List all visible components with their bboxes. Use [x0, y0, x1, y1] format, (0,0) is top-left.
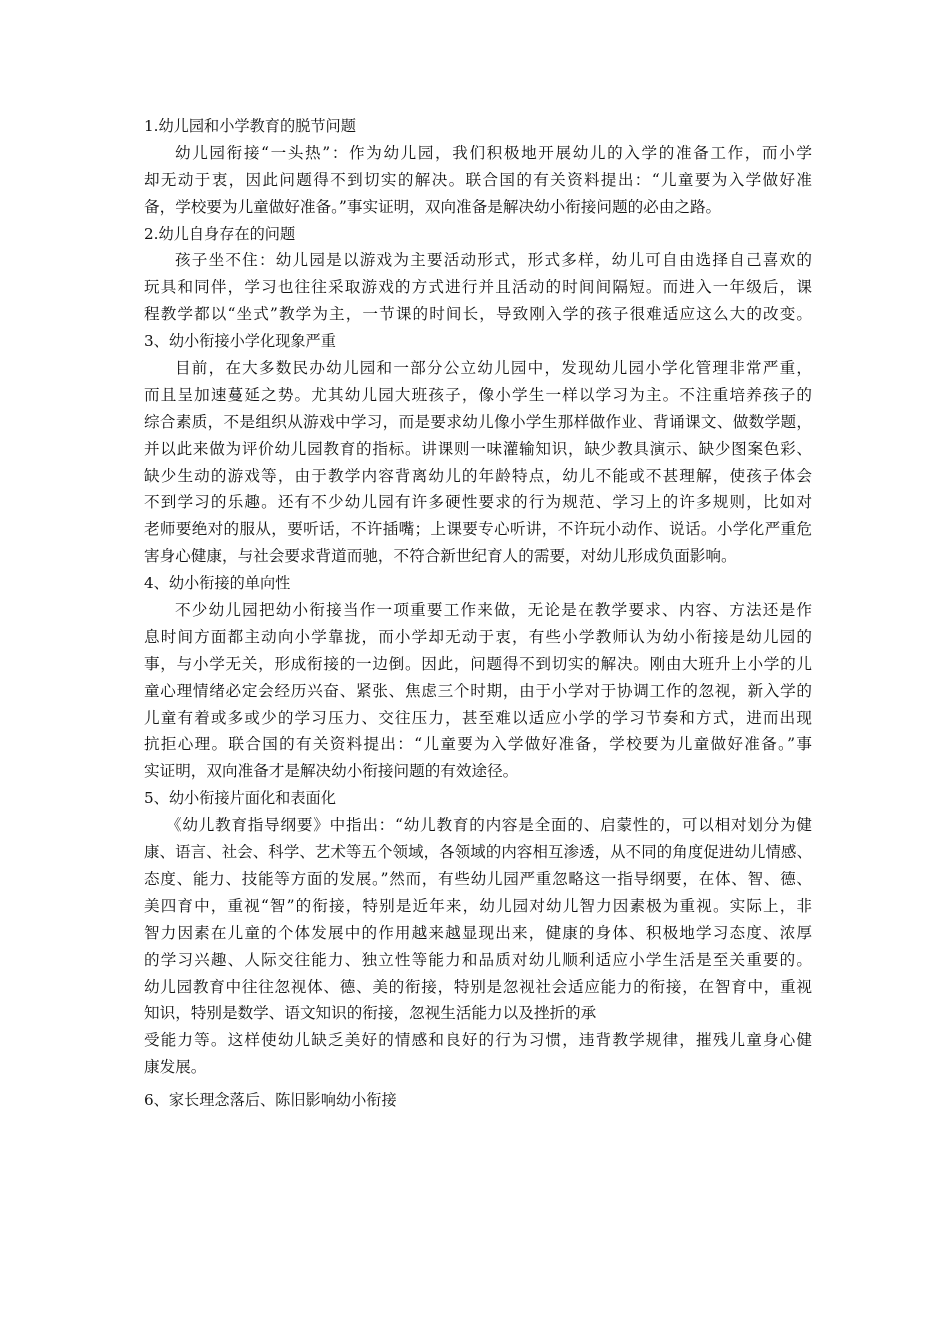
paragraph-line: 不到学习的乐趣。还有不少幼儿园有许多硬性要求的行为规范、学习上的许多规则，比如对	[144, 493, 812, 512]
paragraph-line: 康发展。	[144, 1058, 207, 1077]
paragraph-line: 童心理情绪必定会经历兴奋、紧张、焦虑三个时期，由于小学对于协调工作的忽视，新入学的	[144, 681, 812, 700]
document-body	[144, 113, 812, 1114]
paragraph-line: 受能力等。这样使幼儿缺乏美好的情感和良好的行为习惯，违背教学规律，摧残儿童身心健	[144, 1031, 812, 1050]
paragraph-line: 幼儿园教育中往往忽视体、德、美的衔接，特别是忽视社会适应能力的衔接，在智育中，重视	[144, 977, 812, 996]
section-heading: 6、家长理念落后、陈旧影响幼小衔接	[144, 1091, 397, 1110]
paragraph-line: 老师要绝对的服从，要听话，不许插嘴；上课要专心听讲，不许玩小动作、说话。小学化严重危	[144, 520, 812, 539]
paragraph-line: 并以此来做为评价幼儿园教育的指标。讲课则一味灌输知识，缺少教具演示、缺少图案色彩、	[144, 439, 812, 458]
paragraph-line: 实证明，双向准备才是解决幼小衔接问题的有效途径。	[144, 762, 519, 781]
paragraph-line: 息时间方面都主动向小学靠拢，而小学却无动于衷，有些小学教师认为幼小衔接是幼儿园的	[144, 627, 812, 646]
paragraph-line: 智力因素在儿童的个体发展中的作用越来越显现出来，健康的身体、积极地学习态度、浓厚	[144, 923, 812, 942]
paragraph-line: 《幼儿教育指导纲要》中指出：“幼儿教育的内容是全面的、启蒙性的，可以相对划分为健	[166, 816, 812, 835]
paragraph-line: 儿童有着或多或少的学习压力、交往压力，甚至难以适应小学的学习节奏和方式，进而出现	[144, 708, 812, 727]
paragraph-line: 孩子坐不住：幼儿园是以游戏为主要活动形式，形式多样，幼儿可自由选择自己喜欢的	[175, 251, 812, 270]
paragraph-line: 目前，在大多数民办幼儿园和一部分公立幼儿园中，发现幼儿园小学化管理非常严重，	[175, 359, 812, 378]
paragraph-line: 害身心健康，与社会要求背道而驰，不符合新世纪育人的需要，对幼儿形成负面影响。	[144, 547, 737, 566]
paragraph-line: 不少幼儿园把幼小衔接当作一项重要工作来做，无论是在教学要求、内容、方法还是作	[175, 601, 812, 620]
section-heading: 3、幼小衔接小学化现象严重	[144, 332, 336, 351]
paragraph-line: 缺少生动的游戏等，由于教学内容背离幼儿的年龄特点，幼儿不能或不甚理解，使孩子体会	[144, 466, 812, 485]
paragraph-line: 却无动于衷，因此问题得不到切实的解决。联合国的有关资料提出：“儿童要为入学做好准	[144, 170, 812, 189]
paragraph-line: 康、语言、社会、科学、艺术等五个领域，各领域的内容相互渗透，从不同的角度促进幼儿情感、	[144, 843, 812, 862]
paragraph-line: 幼儿园衔接“一头热”：作为幼儿园，我们积极地开展幼儿的入学的准备工作，而小学	[175, 143, 812, 162]
paragraph-line: 的学习兴趣、人际交往能力、独立性等能力和品质对幼儿顺利适应小学生活是至关重要的。	[144, 950, 812, 969]
paragraph-line: 美四育中，重视“智”的衔接，特别是近年来，幼儿园对幼儿智力因素极为重视。实际上，非	[144, 896, 812, 915]
paragraph-line: 备，学校要为儿童做好准备。”事实证明，双向准备是解决幼小衔接问题的必由之路。	[144, 197, 722, 216]
section-heading: 5、幼小衔接片面化和表面化	[144, 789, 336, 808]
paragraph-line: 态度、能力、技能等方面的发展。”然而，有些幼儿园严重忽略这一指导纲要，在体、智、德、	[144, 869, 812, 888]
paragraph-line: 程教学都以“坐式”教学为主，一节课的时间长，导致刚入学的孩子很难适应这么大的改变。	[144, 305, 812, 324]
paragraph-line: 玩具和同伴，学习也往往采取游戏的方式进行并且活动的时间间隔短。而进入一年级后，课	[144, 278, 812, 297]
section-heading: 1.幼儿园和小学教育的脱节问题	[144, 117, 356, 135]
paragraph-line: 知识，特别是数学、语文知识的衔接，忽视生活能力以及挫折的承	[144, 1004, 597, 1023]
paragraph-line: 而且呈加速蔓延之势。尤其幼儿园大班孩子，像小学生一样以学习为主。不注重培养孩子的	[144, 385, 812, 404]
section-heading: 4、幼小衔接的单向性	[144, 574, 291, 593]
paragraph-line: 抗拒心理。联合国的有关资料提出：“儿童要为入学做好准备，学校要为儿童做好准备。”事	[144, 735, 812, 754]
paragraph-line: 事，与小学无关，形成衔接的一边倒。因此，问题得不到切实的解决。刚由大班升上小学的儿	[144, 654, 812, 673]
section-heading: 2.幼儿自身存在的问题	[144, 224, 296, 243]
paragraph-line: 综合素质，不是组织从游戏中学习，而是要求幼儿像小学生那样做作业、背诵课文、做数学题，	[144, 412, 812, 431]
